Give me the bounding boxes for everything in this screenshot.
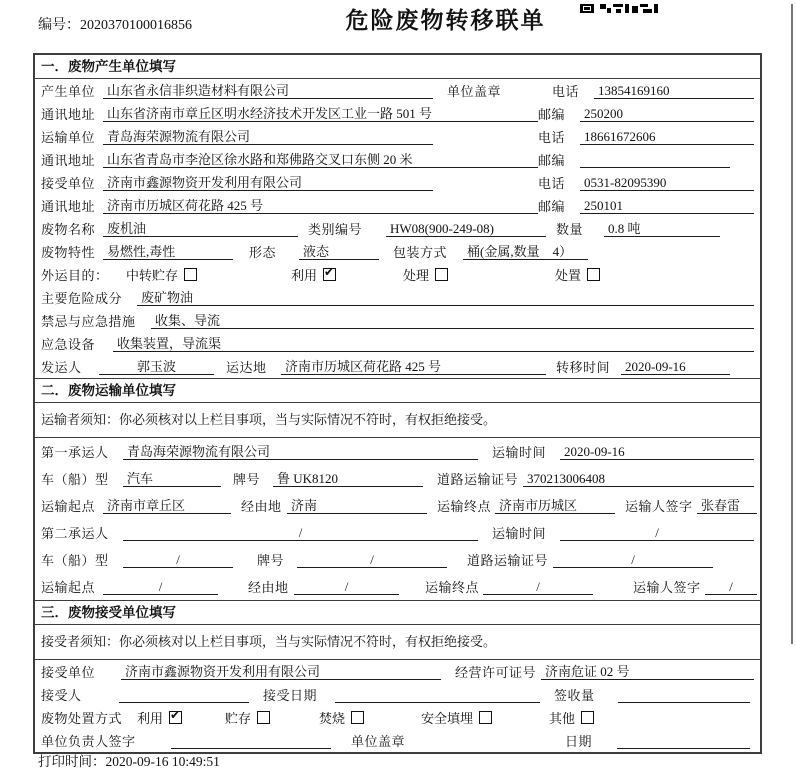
producer-label: 产生单位 xyxy=(41,84,96,99)
plate1-label: 牌号 xyxy=(233,472,261,487)
unit-seal-label: 单位盖章 xyxy=(447,84,502,99)
document-header xyxy=(0,0,796,53)
accept-date-value xyxy=(335,686,540,703)
use-checkbox xyxy=(323,268,336,281)
purpose-option-dispose: 处置 xyxy=(555,265,600,284)
vehicle1-value: 汽车 xyxy=(123,470,221,487)
character-label: 废物特性 xyxy=(41,245,96,260)
section1-header: 一．废物产生单位填写 xyxy=(35,55,760,79)
section3-header: 三．废物接受单位填写 xyxy=(35,600,760,625)
origin1-label: 运输起点 xyxy=(41,499,96,514)
end1-label: 运输终点 xyxy=(437,499,492,514)
addr3-label: 通讯地址 xyxy=(41,199,96,214)
disposal-option-other: 其他 xyxy=(549,708,594,727)
addr1-label: 通讯地址 xyxy=(41,107,96,122)
phone3-label: 电话 xyxy=(538,176,566,191)
addr2-label: 通讯地址 xyxy=(41,153,96,168)
amount-label: 签收量 xyxy=(554,688,595,703)
print-time-label: 打印时间： xyxy=(38,754,106,769)
vehicle2-value: / xyxy=(123,551,233,568)
receiver-row xyxy=(35,171,760,194)
accept-person-value xyxy=(119,686,249,703)
producer-value: 山东省永信非织造材料有限公司 xyxy=(103,82,433,99)
zip3-label: 邮编 xyxy=(538,199,566,214)
transfer-storage-checkbox xyxy=(184,268,197,281)
date2-value xyxy=(617,732,750,749)
end1-value: 济南市历城区 xyxy=(495,497,615,514)
transfer-time-value: 2020-09-16 xyxy=(621,358,730,375)
origin1-value: 济南市章丘区 xyxy=(103,497,231,514)
zip2-value xyxy=(580,151,730,168)
origin2-label: 运输起点 xyxy=(41,580,96,595)
character-value: 易燃性,毒性 xyxy=(103,243,233,260)
phone1-value: 13854169160 xyxy=(594,82,754,99)
purpose-option-treat: 处理 xyxy=(403,265,555,284)
addr1-value: 山东省济南市章丘区明水经济技术开发区工业一路 501 号 xyxy=(103,105,538,122)
accept-unit-value: 济南市鑫源物资开发利用有限公司 xyxy=(121,663,441,680)
dest-label: 运达地 xyxy=(226,360,267,375)
category-label: 类别编号 xyxy=(308,222,363,237)
head-sign-row xyxy=(35,729,760,752)
hazard-label: 主要危险成分 xyxy=(41,291,123,306)
via2-value: / xyxy=(294,578,399,595)
plate2-label: 牌号 xyxy=(257,553,285,568)
transfer-time-label: 转移时间 xyxy=(556,360,611,375)
form-value: 液态 xyxy=(299,243,379,260)
addr2-value: 山东省青岛市李沧区徐水路和郑佛路交叉口东侧 20 米 xyxy=(103,151,538,168)
equipment-value: 收集装置，导流渠 xyxy=(113,335,754,352)
section2-header: 二．废物运输单位填写 xyxy=(35,378,760,403)
purpose-row xyxy=(35,263,760,286)
vehicle2-label: 车（船）型 xyxy=(41,553,109,568)
via1-label: 经由地 xyxy=(241,499,282,514)
waste-character-row xyxy=(35,240,760,263)
unit-seal2-label: 单位盖章 xyxy=(351,734,406,749)
category-value: HW08(900-249-08) xyxy=(386,220,546,237)
plate2-value: / xyxy=(297,551,447,568)
zip1-label: 邮编 xyxy=(538,107,566,122)
taboo-value: 收集、导流 xyxy=(151,312,754,329)
addr3-value: 济南市历城区荷花路 425 号 xyxy=(103,197,538,214)
receiver-label: 接受单位 xyxy=(41,176,96,191)
time1-value: 2020-09-16 xyxy=(560,443,754,460)
transporter-value: 青岛海荣源物流有限公司 xyxy=(103,128,433,145)
dest-value: 济南市历城区荷花路 425 号 xyxy=(281,358,546,375)
qr-code-icon xyxy=(580,0,658,18)
packing-label: 包装方式 xyxy=(393,245,448,260)
zip2-label: 邮编 xyxy=(538,153,566,168)
waste-name-row xyxy=(35,217,760,240)
plate1-value: 鲁 UK8120 xyxy=(273,470,423,487)
phone2-label: 电话 xyxy=(538,130,566,145)
taboo-row xyxy=(35,309,760,332)
qty-label: 数量 xyxy=(556,222,584,237)
manifest-form xyxy=(33,53,762,754)
purpose-label: 外运目的： xyxy=(41,268,109,283)
phone2-value: 18661672606 xyxy=(580,128,754,145)
waste-name-value: 废机油 xyxy=(103,220,298,237)
phone1-label: 电话 xyxy=(552,84,580,99)
packing-value: 桶(金属,数量 4） xyxy=(463,243,588,260)
end2-value: / xyxy=(483,578,593,595)
disposal-option-use: 利用 ✔ xyxy=(137,708,225,727)
shipper-row xyxy=(35,355,760,378)
qty-value: 0.8 吨 xyxy=(604,220,720,237)
disposal-other-checkbox xyxy=(581,711,594,724)
transporter-notice: 运输者须知：你必须核对以上栏目事项，当与实际情况不符时，有权拒绝接受。 xyxy=(35,403,760,438)
carrier1-label: 第一承运人 xyxy=(41,445,109,460)
scan-edge-line xyxy=(791,4,793,644)
section1-body xyxy=(35,79,760,378)
receiver-value: 济南市鑫源物资开发利用有限公司 xyxy=(103,174,433,191)
print-time-value: 2020-09-16 10:49:51 xyxy=(105,754,220,769)
via2-label: 经由地 xyxy=(248,580,289,595)
page-title: 危险废物转移联单 xyxy=(345,7,546,33)
head-sign-label: 单位负责人签字 xyxy=(41,734,136,749)
end2-label: 运输终点 xyxy=(425,580,480,595)
permit-value: 济南危证 02 号 xyxy=(541,663,754,680)
disposal-option-landfill: 安全填埋 xyxy=(421,708,549,727)
shipper-value: 郭玉波 xyxy=(99,358,214,375)
date2-label: 日期 xyxy=(565,734,593,749)
hazard-row xyxy=(35,286,760,309)
purpose-option-transfer: 中转贮存 xyxy=(126,265,291,284)
accept-person-row xyxy=(35,683,760,706)
vehicle1-label: 车（船）型 xyxy=(41,472,109,487)
disposal-incinerate-checkbox xyxy=(351,711,364,724)
taboo-label: 禁忌与应急措施 xyxy=(41,314,136,329)
amount-value xyxy=(618,686,750,703)
zip3-value: 250101 xyxy=(580,197,754,214)
disposal-option-store: 贮存 xyxy=(225,708,319,727)
form-label: 形态 xyxy=(249,245,277,260)
vehicle1-row xyxy=(35,465,760,492)
disposal-landfill-checkbox xyxy=(479,711,492,724)
section3-body xyxy=(35,660,760,752)
dispose-checkbox xyxy=(587,268,600,281)
accept-date-label: 接受日期 xyxy=(263,688,318,703)
producer-address-row xyxy=(35,102,760,125)
disposal-store-checkbox xyxy=(257,711,270,724)
serial-label: 编号： xyxy=(38,18,80,33)
disposal-option-incinerate: 焚烧 xyxy=(319,708,421,727)
carrier2-label: 第二承运人 xyxy=(41,526,109,541)
sign2-label: 运输人签字 xyxy=(633,580,701,595)
carrier2-value: / xyxy=(123,524,478,541)
phone3-value: 0531-82095390 xyxy=(580,174,754,191)
hazard-value: 废矿物油 xyxy=(137,289,754,306)
accept-person-label: 接受人 xyxy=(41,688,82,703)
producer-row xyxy=(35,79,760,102)
accept-unit-label: 接受单位 xyxy=(41,665,96,680)
serial-value: 2020370100016856 xyxy=(80,18,192,33)
time2-label: 运输时间 xyxy=(492,526,547,541)
accept-unit-row xyxy=(35,660,760,683)
disposal-row xyxy=(35,706,760,729)
vehicle2-row xyxy=(35,546,760,573)
equipment-row xyxy=(35,332,760,355)
head-sign-value xyxy=(171,732,331,749)
license2-value: / xyxy=(553,551,713,568)
license2-label: 道路运输证号 xyxy=(467,553,549,568)
receiver-address-row xyxy=(35,194,760,217)
transporter-row xyxy=(35,125,760,148)
disposal-use-checkbox xyxy=(169,711,182,724)
permit-label: 经营许可证号 xyxy=(455,665,537,680)
carrier1-row xyxy=(35,438,760,465)
zip1-value: 250200 xyxy=(580,105,754,122)
license1-label: 道路运输证号 xyxy=(437,472,519,487)
disposal-label: 废物处置方式 xyxy=(41,711,123,726)
carrier1-value: 青岛海荣源物流有限公司 xyxy=(123,443,478,460)
waste-name-label: 废物名称 xyxy=(41,222,96,237)
treat-checkbox xyxy=(435,268,448,281)
sign2-value: / xyxy=(705,578,757,595)
purpose-option-use: 利用 ✔ xyxy=(291,265,403,284)
sign1-label: 运输人签字 xyxy=(625,499,693,514)
route2-row xyxy=(35,573,760,600)
receiver-notice: 接受者须知：你必须核对以上栏目事项，当与实际情况不符时，有权拒绝接受。 xyxy=(35,625,760,660)
transporter-label: 运输单位 xyxy=(41,130,96,145)
origin2-value: / xyxy=(103,578,218,595)
license1-value: 370213006408 xyxy=(523,470,754,487)
equipment-label: 应急设备 xyxy=(41,337,96,352)
print-time xyxy=(38,750,220,770)
route1-row xyxy=(35,492,760,519)
via1-value: 济南 xyxy=(287,497,427,514)
shipper-label: 发运人 xyxy=(41,360,82,375)
time2-value: / xyxy=(560,524,754,541)
carrier2-row xyxy=(35,519,760,546)
sign1-value: 张春雷 xyxy=(697,497,757,514)
transporter-address-row xyxy=(35,148,760,171)
time1-label: 运输时间 xyxy=(492,445,547,460)
section2-body xyxy=(35,438,760,600)
